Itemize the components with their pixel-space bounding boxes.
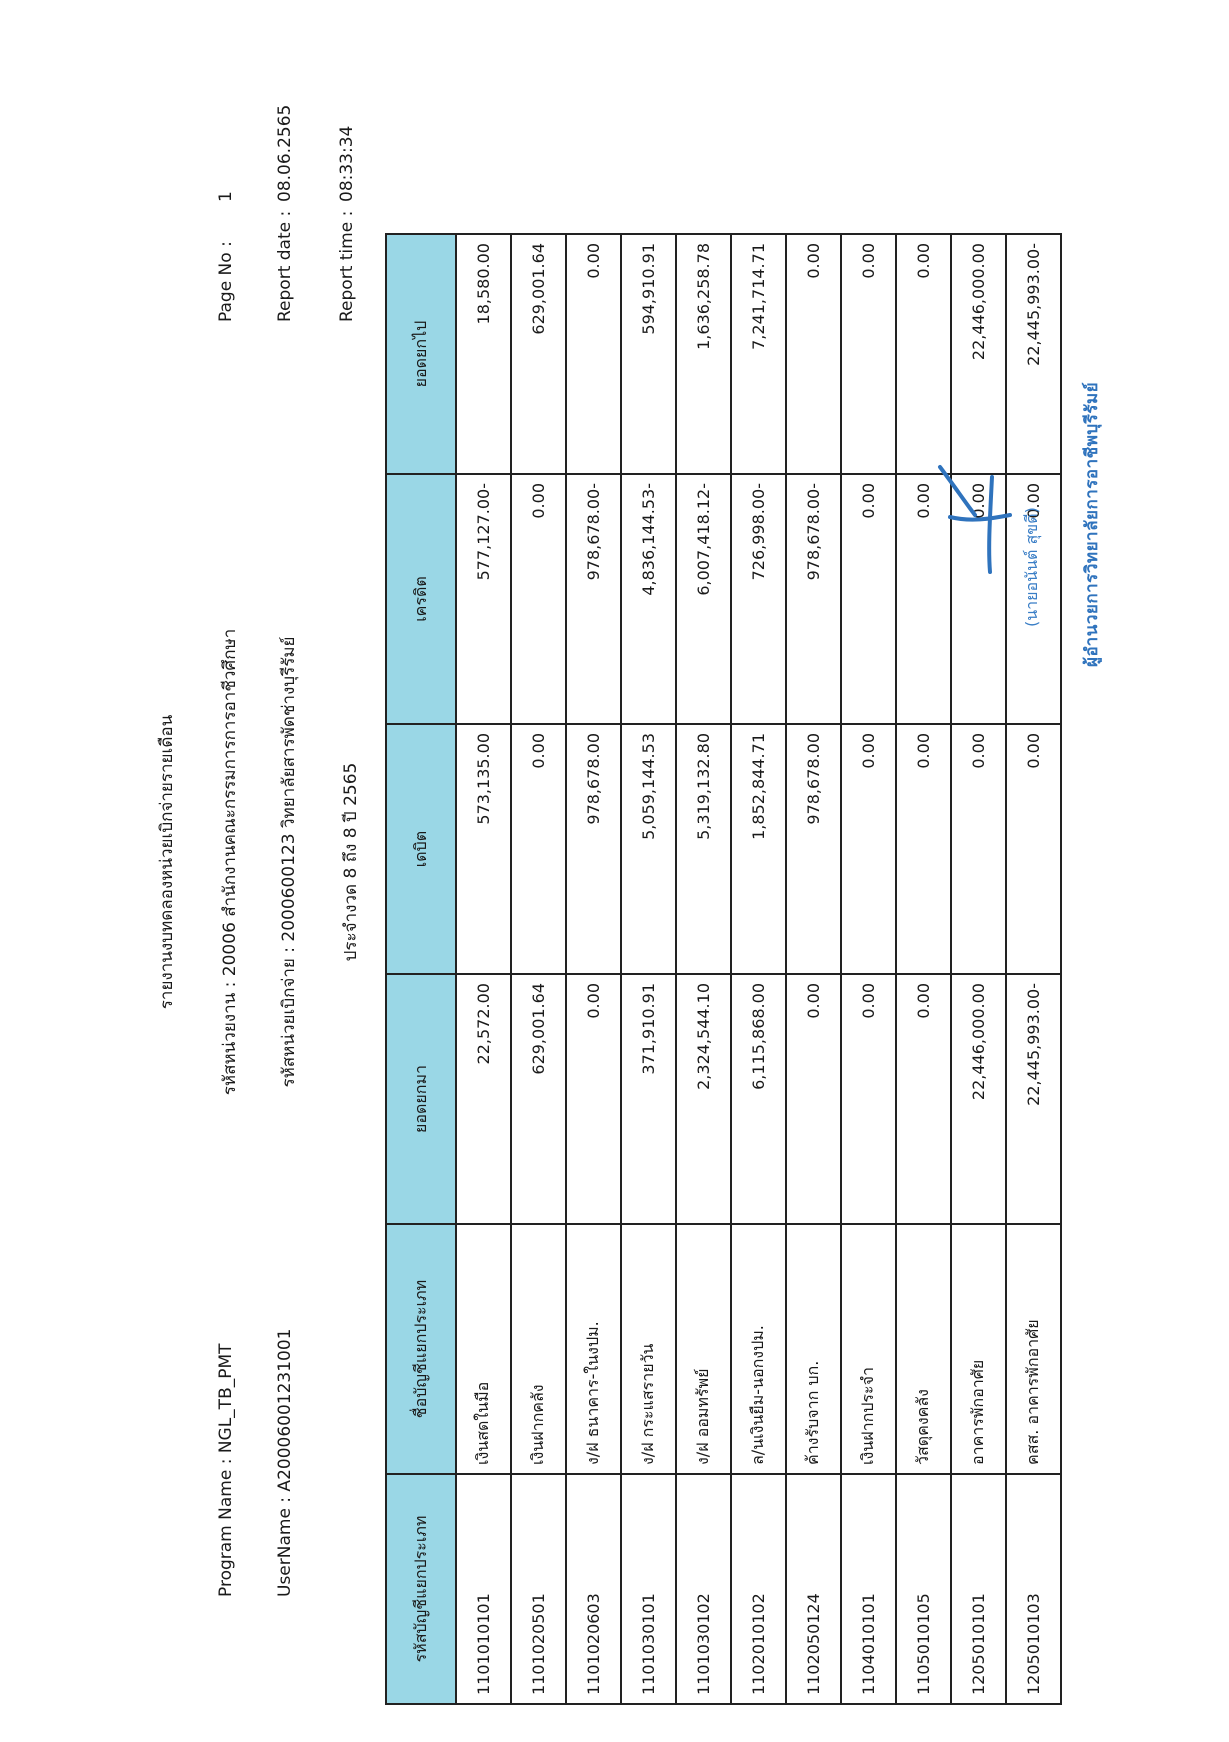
cell-account-name: เงินสดในมือ — [456, 1224, 511, 1474]
cell-account-name: อาคารพักอาศัย — [951, 1224, 1006, 1474]
disbursing-unit: รหัสหน่วยเบิกจ่าย : 2000600123 วิทยาลัยสารพัดช่างบุรีรัมย์ — [279, 636, 299, 1088]
cell-credit: 4,836,144.53- — [621, 474, 676, 724]
cell-closing-balance: 22,446,000.00 — [951, 234, 1006, 474]
cell-debit: 0.00 — [511, 724, 566, 974]
cell-debit: 0.00 — [896, 724, 951, 974]
table-row — [511, 234, 566, 1704]
cell-account-name: ง/ฝ ธนาคาร-ในงปม. — [566, 1224, 621, 1474]
page-no-value: 1 — [216, 191, 236, 202]
col-header-closing-balance: ยอดยกไป — [386, 234, 456, 474]
report-date-label: Report date : — [275, 210, 295, 322]
cell-closing-balance: 594,910.91 — [621, 234, 676, 474]
cell-closing-balance: 22,445,993.00- — [1006, 234, 1061, 474]
cell-account-code: 1101020501 — [511, 1474, 566, 1704]
cell-debit: 0.00 — [841, 724, 896, 974]
table-row — [841, 234, 896, 1704]
cell-account-code: 1205010101 — [951, 1474, 1006, 1704]
cell-credit: 726,998.00- — [731, 474, 786, 724]
program-name: Program Name : NGL_TB_PMT — [216, 1343, 236, 1597]
cell-debit: 1,852,844.71 — [731, 724, 786, 974]
agency-code: รหัสหน่วยงาน : 20006 สำนักงานคณะกรรมการการอาชีวศึกษา — [220, 628, 240, 1096]
col-header-opening-balance: ยอดยกมา — [386, 974, 456, 1224]
cell-credit: 577,127.00- — [456, 474, 511, 724]
cell-account-code: 1101030101 — [621, 1474, 676, 1704]
cell-credit: 978,678.00- — [786, 474, 841, 724]
cell-closing-balance: 0.00 — [896, 234, 951, 474]
table-row — [731, 234, 786, 1704]
cell-opening-balance: 6,115,868.00 — [731, 974, 786, 1224]
cell-credit: 0.00 — [1006, 474, 1061, 724]
cell-opening-balance: 0.00 — [566, 974, 621, 1224]
cell-opening-balance: 0.00 — [896, 974, 951, 1224]
cell-account-code: 1102050124 — [786, 1474, 841, 1704]
col-header-credit: เครดิต — [386, 474, 456, 724]
cell-credit: 6,007,418.12- — [676, 474, 731, 724]
cell-closing-balance: 7,241,714.71 — [731, 234, 786, 474]
cell-debit: 978,678.00 — [566, 724, 621, 974]
cell-account-name: เงินฝากคลัง — [511, 1224, 566, 1474]
cell-account-name: เงินฝากประจำ — [841, 1224, 896, 1474]
cell-closing-balance: 1,636,258.78 — [676, 234, 731, 474]
cell-account-name: คสส. อาคารพักอาศัย — [1006, 1224, 1061, 1474]
cell-opening-balance: 0.00 — [786, 974, 841, 1224]
table-row — [566, 234, 621, 1704]
cell-closing-balance: 0.00 — [566, 234, 621, 474]
cell-opening-balance: 0.00 — [841, 974, 896, 1224]
user-name: UserName : A20006001231001 — [275, 1328, 295, 1597]
report-title: รายงานงบทดลองหน่วยเบิกจ่ายรายเดือน — [157, 714, 177, 1010]
cell-closing-balance: 0.00 — [841, 234, 896, 474]
cell-credit: 0.00 — [896, 474, 951, 724]
signatory-title: ผู้อำนวยการวิทยาลัยการอาชีพบุรีรัมย์ — [1082, 381, 1102, 667]
cell-account-code: 1101010101 — [456, 1474, 511, 1704]
cell-closing-balance: 0.00 — [786, 234, 841, 474]
cell-opening-balance: 629,001.64 — [511, 974, 566, 1224]
cell-credit: 0.00 — [841, 474, 896, 724]
cell-debit: 5,319,132.80 — [676, 724, 731, 974]
cell-credit: 0.00 — [511, 474, 566, 724]
report-time-label: Report time : — [337, 210, 357, 322]
cell-account-name: ค้างรับจาก บก. — [786, 1224, 841, 1474]
report-period: ประจำงวด 8 ถึง 8 ปี 2565 — [341, 762, 361, 962]
cell-account-code: 1105010105 — [896, 1474, 951, 1704]
cell-credit: 978,678.00- — [566, 474, 621, 724]
director-signature-stamp — [930, 217, 1150, 667]
table-row — [456, 234, 511, 1704]
cell-closing-balance: 629,001.64 — [511, 234, 566, 474]
cell-account-code: 1102010102 — [731, 1474, 786, 1704]
cell-opening-balance: 22,446,000.00 — [951, 974, 1006, 1224]
cell-account-name: ล/นเงินยืม-นอกงปม. — [731, 1224, 786, 1474]
cell-account-name: ง/ฝ ออมทรัพย์ — [676, 1224, 731, 1474]
col-header-account-name: ชื่อบัญชีแยกประเภท — [386, 1224, 456, 1474]
cell-account-code: 1104010101 — [841, 1474, 896, 1704]
table-header-row — [386, 234, 456, 1704]
cell-opening-balance: 22,572.00 — [456, 974, 511, 1224]
signatory-name: (นายอนันต์ สุขดี) — [1022, 507, 1041, 627]
cell-account-name: ง/ฝ กระแสรายวัน — [621, 1224, 676, 1474]
report-date-value: 08.06.2565 — [275, 104, 295, 202]
cell-debit: 0.00 — [1006, 724, 1061, 974]
handwritten-signature — [930, 457, 1020, 577]
col-header-debit: เดบิต — [386, 724, 456, 974]
cell-debit: 0.00 — [951, 724, 1006, 974]
cell-debit: 5,059,144.53 — [621, 724, 676, 974]
table-row — [676, 234, 731, 1704]
cell-opening-balance: 2,324,544.10 — [676, 974, 731, 1224]
cell-credit: 0.00 — [951, 474, 1006, 724]
cell-closing-balance: 18,580.00 — [456, 234, 511, 474]
cell-opening-balance: 371,910.91 — [621, 974, 676, 1224]
report-time-value: 08:33:34 — [337, 125, 357, 202]
col-header-account-code: รหัสบัญชีแยกประเภท — [386, 1474, 456, 1704]
page-no-label: Page No : — [216, 241, 236, 322]
cell-account-code: 1101030102 — [676, 1474, 731, 1704]
cell-debit: 573,135.00 — [456, 724, 511, 974]
table-row — [786, 234, 841, 1704]
cell-opening-balance: 22,445,993.00- — [1006, 974, 1061, 1224]
table-row — [621, 234, 676, 1704]
cell-account-code: 1205010103 — [1006, 1474, 1061, 1704]
cell-account-name: วัสดุคงคลัง — [896, 1224, 951, 1474]
cell-debit: 978,678.00 — [786, 724, 841, 974]
cell-account-code: 1101020603 — [566, 1474, 621, 1704]
